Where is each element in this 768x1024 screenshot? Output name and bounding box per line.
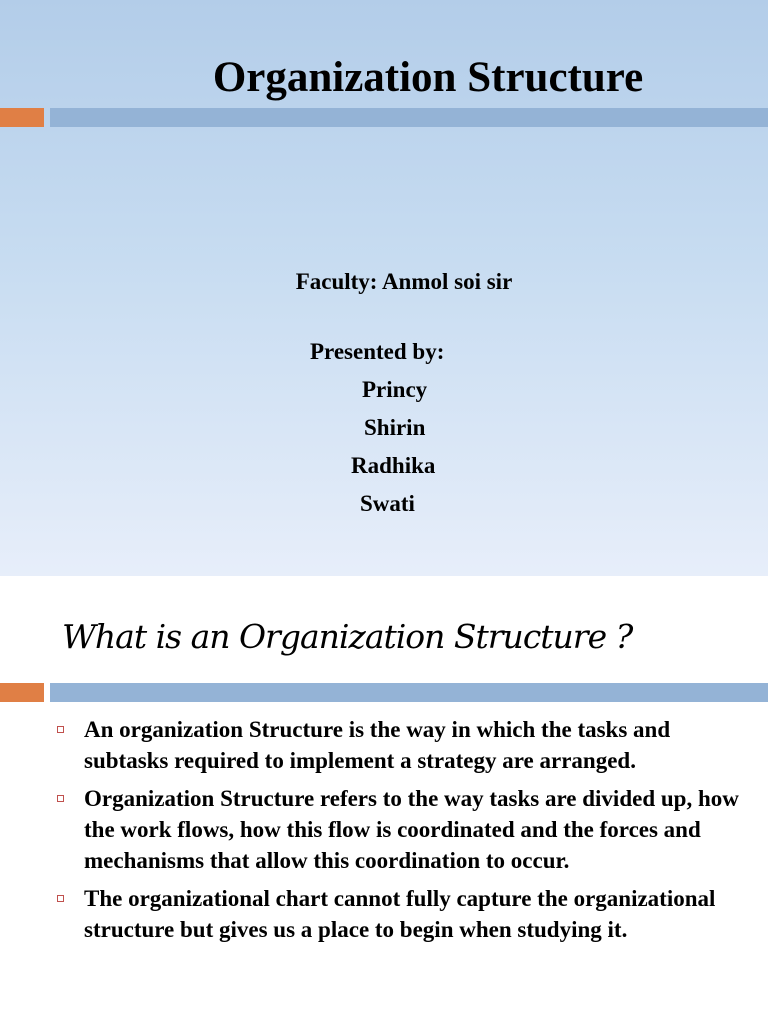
member-name: Princy (362, 377, 428, 402)
bullet-text: The organizational chart cannot fully capture the organizational structure but gives us a place to begin when studying it. (84, 886, 716, 942)
square-bullet-icon (57, 795, 64, 802)
accent-bar-blue (50, 683, 768, 702)
list-item (57, 714, 757, 776)
square-bullet-icon (57, 895, 64, 902)
member-name: Swati (360, 491, 415, 516)
bullet-text: An organization Structure is the way in which the tasks and subtasks required to implement a strategy are arranged. (84, 717, 671, 773)
square-bullet-icon (57, 726, 64, 733)
member-name: Shirin (364, 415, 426, 440)
presented-by-label: Presented by: (310, 339, 445, 364)
bullet-list (57, 714, 757, 952)
accent-bar-orange (0, 108, 44, 127)
content-slide-title: What is an Organization Structure ? (62, 617, 633, 656)
list-item (57, 783, 757, 876)
accent-bar-blue (50, 108, 768, 127)
slide-title: Organization Structure (212, 54, 644, 101)
bullet-text: Organization Structure refers to the way tasks are divided up, how the work flows, how this flow is coordinated and the forces and mechanisms that allow this coordination to occur. (84, 786, 739, 873)
accent-bar-orange (0, 683, 44, 702)
member-name: Radhika (351, 453, 436, 478)
list-item (57, 883, 757, 945)
faculty-text: Faculty: Anmol soi sir (295, 269, 513, 294)
